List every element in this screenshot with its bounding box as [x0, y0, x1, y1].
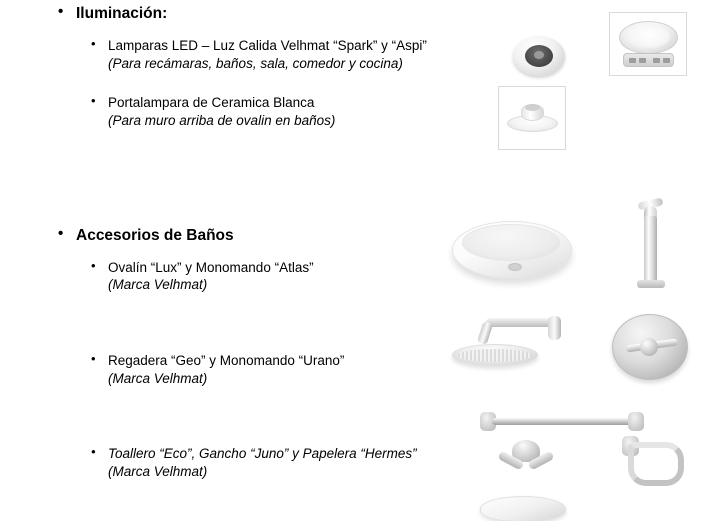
bullet-glyph-icon: •	[91, 351, 96, 367]
spacer	[58, 130, 488, 188]
bullet-glyph-icon: •	[58, 3, 64, 20]
spacer	[58, 387, 488, 445]
led-panel-photo	[609, 12, 687, 76]
paper-holder-photo	[622, 434, 692, 492]
spacer	[58, 294, 488, 352]
list-item-label: Portalampara de Ceramica Blanca	[108, 95, 315, 111]
list-item-label: Lamparas LED – Luz Calida Velhmat “Spark” y “Aspi”	[108, 38, 427, 54]
spacer	[58, 245, 488, 259]
oval-basin-photo	[452, 213, 572, 288]
bullet-glyph-icon: •	[58, 224, 64, 242]
ceramic-socket-photo	[498, 86, 566, 150]
list-item-label: Regadera “Geo” y Monomando “Urano”	[108, 353, 345, 369]
mixer-knob	[640, 338, 658, 356]
faucet-body	[644, 216, 657, 282]
shower-elbow	[548, 316, 561, 340]
list-item-toallero	[58, 445, 488, 463]
socket-opening	[525, 104, 540, 111]
bullet-glyph-icon: •	[91, 36, 96, 52]
panel-base	[623, 53, 674, 67]
soap-dish-photo	[480, 496, 566, 521]
section-heading-accesorios	[58, 226, 488, 245]
led-downlight-photo	[505, 26, 573, 86]
list-item-regadera	[58, 352, 488, 370]
list-item-note: (Para muro arriba de ovalin en baños)	[108, 113, 336, 129]
spacer	[58, 23, 488, 37]
spacer	[58, 72, 488, 94]
downlight-lens	[534, 51, 544, 59]
shower-head-photo	[452, 312, 580, 374]
shower-mixer-photo	[608, 312, 694, 382]
paper-holder-ring	[628, 442, 684, 486]
list-item-label: Toallero “Eco”, Gancho “Juno” y Papelera “Hermes”	[108, 446, 417, 462]
list-item-ovalin	[58, 259, 488, 277]
section-heading-iluminacion	[58, 4, 488, 23]
spacer	[58, 188, 488, 226]
list-item-note: (Marca Velhmat)	[108, 463, 208, 479]
list-item-label: Ovalín “Lux” y Monomando “Atlas”	[108, 259, 314, 275]
towel-bar-bracket-right	[628, 412, 644, 431]
list-item-note: (Marca Velhmat)	[108, 277, 208, 293]
list-item-note: (Marca Velhmat)	[108, 370, 208, 386]
soap-dish-body	[480, 496, 566, 521]
section-heading-text: Accesorios de Baños	[76, 226, 234, 244]
bullet-glyph-icon: •	[91, 257, 96, 273]
towel-bar-rod	[492, 418, 634, 425]
shower-head-nozzles	[458, 349, 532, 362]
faucet-base	[637, 280, 665, 288]
list-item-portalampara	[58, 94, 488, 112]
basin-drain	[508, 263, 522, 271]
bullet-glyph-icon: •	[91, 444, 96, 460]
section-heading-text: Iluminación:	[76, 5, 168, 22]
slide-text-content	[58, 4, 488, 480]
basin-rim	[462, 224, 560, 261]
shower-neck	[477, 321, 493, 345]
tall-faucet-photo	[620, 194, 680, 294]
towel-bar-photo	[478, 408, 644, 436]
list-item-lamparas-led	[58, 37, 488, 55]
robe-hook-photo	[492, 438, 562, 488]
bullet-glyph-icon: •	[91, 93, 96, 109]
list-item-note: (Para recámaras, baños, sala, comedor y cocina)	[108, 55, 403, 71]
panel-diffuser	[627, 26, 670, 48]
